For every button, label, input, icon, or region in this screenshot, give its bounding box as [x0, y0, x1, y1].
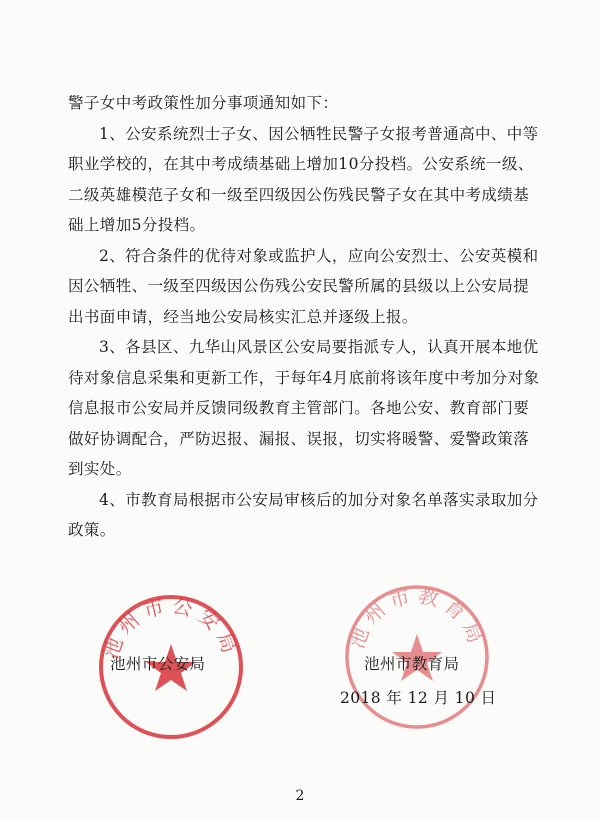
notice-item-3: 3、各县区、九华山风景区公安局要指派专人，认真开展本地优待对象信息采集和更新工作，于每年4月底前将该年度中考加分对象信息报市公安局并反馈同级教育主管部门。各地公安、教育部门要做好协调配合，严防迟报、漏报、误报，切实将暖警、爱警政策落到实处。 — [68, 338, 540, 478]
notice-item-2: 2、符合条件的优待对象或监护人，应向公安烈士、公安英模和因公牺牲、一级至四级因公伤残公安民警所属的县级以上公安局提出书面申请，经当地公安局核实汇总并逐级上报。 — [68, 246, 539, 326]
page-number: 2 — [295, 788, 305, 804]
notice-intro: 警子女中考政策性加分事项通知如下： — [68, 94, 339, 112]
signature-education: 池州市教育局 — [364, 655, 460, 673]
notice-item-4: 4、市教育局根据市公安局审核后的加分对象名单落实录取加分政策。 — [68, 490, 539, 539]
police-seal-text: 池州市公安局 — [98, 592, 244, 662]
signature-police: 池州市公安局 — [110, 655, 206, 673]
education-seal-text: 池州市教育局 — [344, 582, 490, 652]
notice-item-1: 1、公安系统烈士子女、因公牺牲民警子女报考普通高中、中等职业学校的，在其中考成绩基础上增加10分投档。公安系统一级、二级英雄模范子女和一级至四级因公伤残民警子女在其中考成绩基础上增加5分投档。 — [68, 124, 539, 234]
notice-body — [68, 88, 544, 546]
signature-date: 2018 年 12 月 10 日 — [340, 689, 497, 707]
